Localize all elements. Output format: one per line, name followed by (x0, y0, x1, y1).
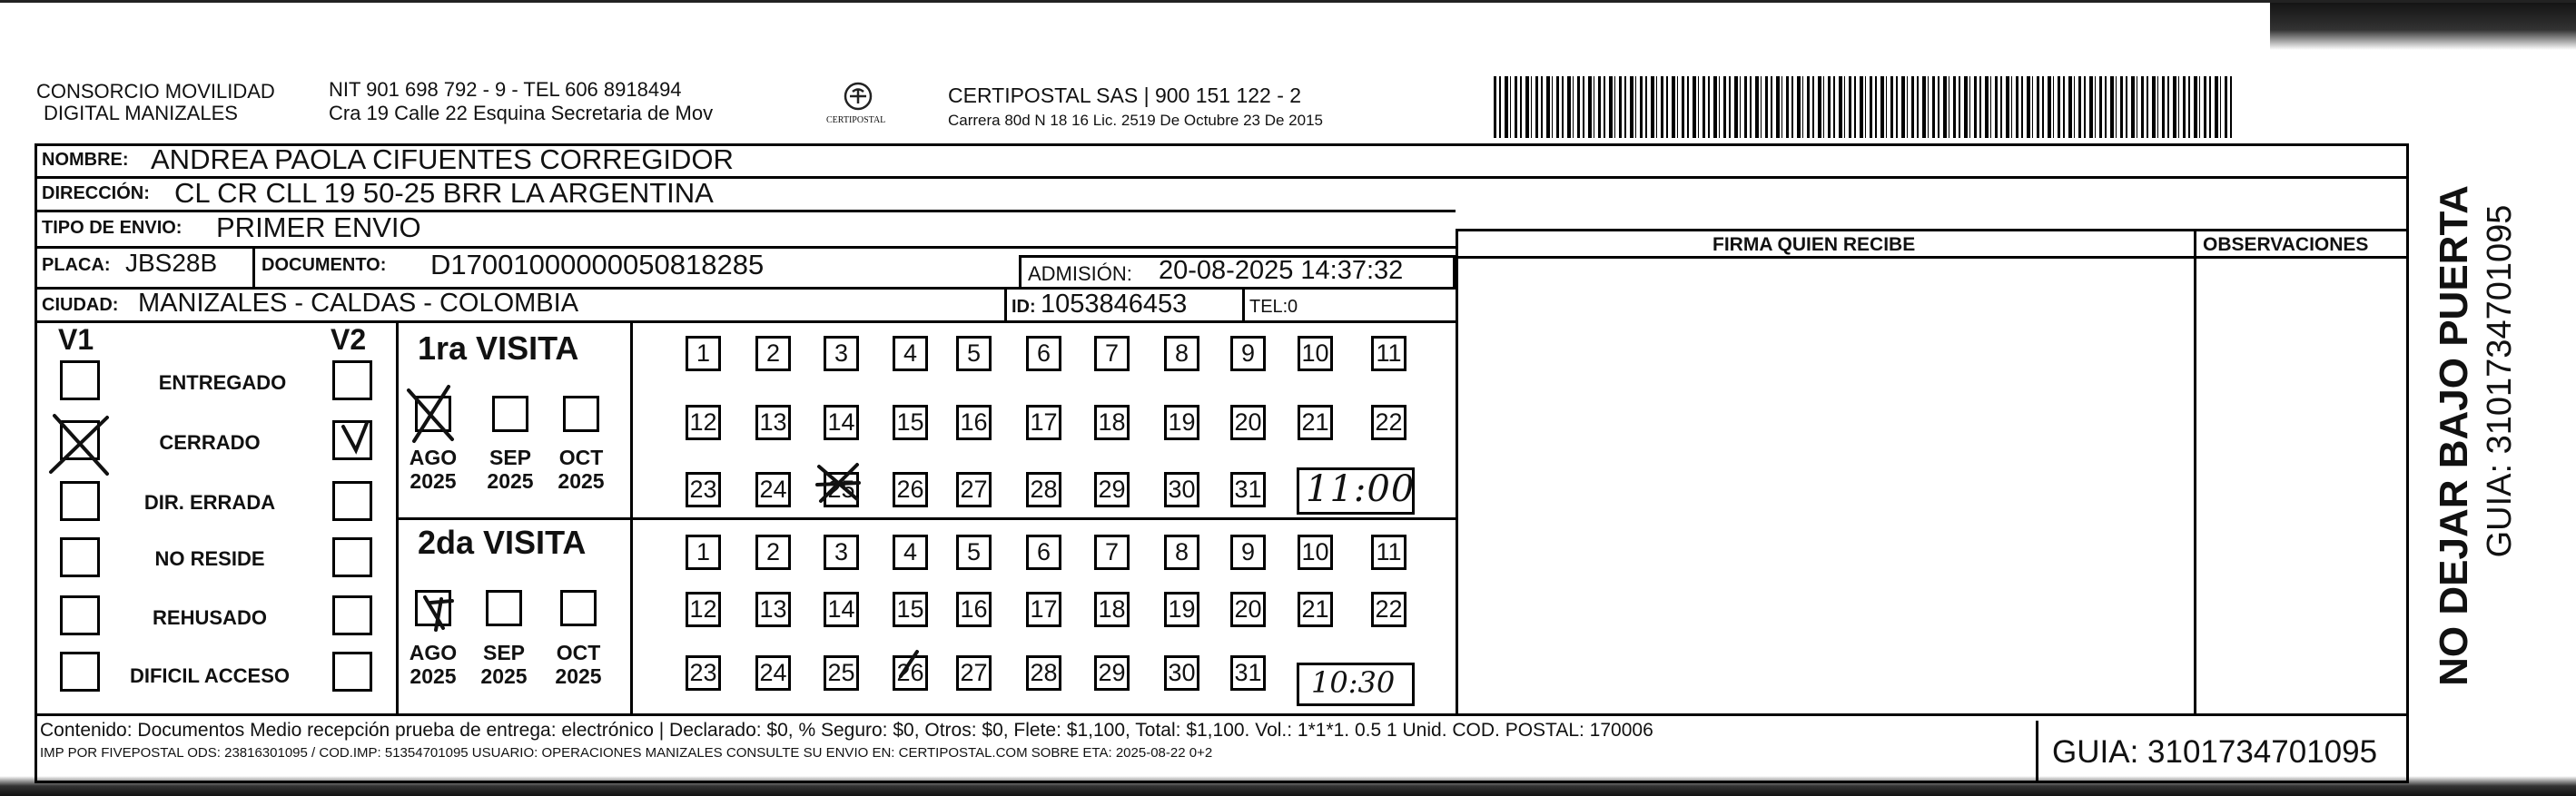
id-label: ID: (1012, 297, 1036, 317)
visita-1-day-box[interactable]: 1 (686, 336, 721, 371)
visita-1-title: 1ra VISITA (418, 329, 579, 367)
consortium-line2: DIGITAL MANIZALES (44, 102, 238, 124)
visita-2-ago-box[interactable] (415, 590, 451, 626)
visita-1-day-box[interactable]: 25 (824, 472, 859, 507)
visita-2-day-box[interactable]: 28 (1026, 655, 1061, 691)
visita-1-ago-box[interactable] (415, 396, 451, 432)
v2-cerrado-checkbox[interactable] (332, 420, 372, 460)
status-entregado: ENTREGADO (158, 371, 287, 394)
visita-2-day-box[interactable]: 22 (1371, 592, 1406, 627)
status-dir-errada: DIR. ERRADA (143, 491, 276, 514)
visita-2-time: 10:30 (1311, 665, 1396, 700)
visita-2-day-box[interactable]: 11 (1371, 535, 1406, 570)
row-line (35, 320, 1456, 323)
ciudad-value: MANIZALES - CALDAS - COLOMBIA (138, 289, 579, 318)
visita-1-day-box[interactable]: 11 (1371, 336, 1406, 371)
nombre-label: NOMBRE: (42, 150, 129, 170)
visita-2-day-box[interactable]: 2 (755, 535, 791, 570)
visita-1-day-box[interactable]: 21 (1298, 405, 1333, 440)
v1-dir-errada-checkbox[interactable] (60, 481, 100, 521)
visita-2-day-box[interactable]: 19 (1164, 592, 1199, 627)
visita-2-day-box[interactable]: 14 (824, 592, 859, 627)
visita-2-day-box[interactable]: 7 (1094, 535, 1130, 570)
ciudad-label: CIUDAD: (42, 295, 119, 315)
v1-no-reside-checkbox[interactable] (60, 537, 100, 577)
visita-2-day-box[interactable]: 20 (1230, 592, 1266, 627)
v2-no-reside-checkbox[interactable] (332, 537, 372, 577)
company-line2: Carrera 80d N 18 16 Lic. 2519 De Octubre 23 De 2015 (948, 112, 1323, 129)
visita-2-day-box[interactable]: 26 (893, 655, 928, 691)
visita-1-time: 11:00 (1306, 468, 1416, 510)
visita-2-day-box[interactable]: 9 (1230, 535, 1266, 570)
visita-1-day-box[interactable]: 27 (956, 472, 992, 507)
direccion-value: CL CR CLL 19 50-25 BRR LA ARGENTINA (174, 177, 714, 209)
consortium-line1: CONSORCIO MOVILIDAD (36, 80, 275, 103)
documento-value: D17001000000050818285 (430, 249, 765, 280)
observaciones-label: OBSERVACIONES (2203, 234, 2369, 255)
v1-entregado-checkbox[interactable] (60, 360, 100, 400)
visita-1-day-box[interactable]: 22 (1371, 405, 1406, 440)
side-no-dejar-bajo-puerta: NO DEJAR BAJO PUERTA (2432, 185, 2476, 686)
visita-2-oct-label: OCT 2025 (555, 641, 602, 689)
scan-top-edge (2270, 0, 2576, 50)
row-line (35, 713, 2409, 716)
v1-cerrado-checkbox[interactable] (60, 420, 100, 460)
direccion-label: DIRECCIÓN: (42, 183, 150, 203)
placa-label: PLACA: (42, 255, 111, 275)
v2-dificil-acceso-checkbox[interactable] (332, 652, 372, 692)
col-line (2036, 721, 2038, 783)
col-line (1004, 287, 1007, 320)
row-line (396, 517, 1456, 520)
visita-1-day-box[interactable]: 15 (893, 405, 928, 440)
visita-2-day-box[interactable]: 24 (755, 655, 791, 691)
visita-1-day-box[interactable]: 24 (755, 472, 791, 507)
visita-1-day-box[interactable]: 9 (1230, 336, 1266, 371)
visita-1-day-box[interactable]: 29 (1094, 472, 1130, 507)
col-line (252, 246, 255, 287)
visita-1-day-box[interactable]: 3 (824, 336, 859, 371)
visita-2-day-box[interactable]: 12 (686, 592, 721, 627)
certipostal-logo (817, 76, 899, 134)
id-value: 1053846453 (1041, 290, 1188, 319)
v1-rehusado-checkbox[interactable] (60, 595, 100, 635)
visita-2-day-box[interactable]: 16 (956, 592, 992, 627)
footer-contenido: Contenido: Documentos Medio recepción prueba de entrega: electrónico | Declarado: $0, % Seguro: $0, Otros: $0, Flete: $1,100, Total: $1,100. Vol.: 1*1*1. 0.5 1 Unid. COD. POSTAL: 170006 (40, 720, 1653, 741)
visita-1-sep-box[interactable] (492, 396, 528, 432)
visita-2-day-box[interactable]: 6 (1026, 535, 1061, 570)
tipo-envio-value: PRIMER ENVIO (216, 211, 421, 243)
visita-1-sep-label: SEP 2025 (487, 446, 534, 494)
placa-value: JBS28B (125, 249, 218, 277)
visita-2-sep-label: SEP 2025 (480, 641, 528, 689)
visita-2-day-box[interactable]: 3 (824, 535, 859, 570)
admision-label: ADMISIÓN: (1028, 262, 1132, 285)
row-line (1456, 229, 2409, 231)
visita-2-day-box[interactable]: 31 (1230, 655, 1266, 691)
visita-1-oct-box[interactable] (563, 396, 599, 432)
visita-1-day-box[interactable]: 28 (1026, 472, 1061, 507)
visita-1-day-box[interactable]: 23 (686, 472, 721, 507)
admision-value: 20-08-2025 14:37:32 (1159, 256, 1404, 285)
status-rehusado: REHUSADO (153, 606, 267, 629)
visita-1-day-box[interactable]: 8 (1164, 336, 1199, 371)
visita-2-day-box[interactable]: 17 (1026, 592, 1061, 627)
nombre-value: ANDREA PAOLA CIFUENTES CORREGIDOR (151, 143, 734, 175)
visita-1-day-box[interactable]: 14 (824, 405, 859, 440)
company-line1: CERTIPOSTAL SAS | 900 151 122 - 2 (948, 84, 1302, 107)
visita-2-day-box[interactable]: 30 (1164, 655, 1199, 691)
visita-1-day-box[interactable]: 7 (1094, 336, 1130, 371)
status-dificil-acceso: DIFICIL ACCESO (129, 664, 290, 687)
visita-2-day-box[interactable]: 15 (893, 592, 928, 627)
visita-2-ago-label: AGO 2025 (409, 641, 458, 689)
firma-label: FIRMA QUIEN RECIBE (1712, 234, 1916, 255)
visita-2-day-box[interactable]: 4 (893, 535, 928, 570)
visita-1-day-box[interactable]: 31 (1230, 472, 1266, 507)
side-guia: GUIA: 3101734701095 (2481, 204, 2519, 558)
col-line (1242, 287, 1245, 320)
visita-1-day-box[interactable]: 26 (893, 472, 928, 507)
visita-1-day-box[interactable]: 16 (956, 405, 992, 440)
visita-1-day-box[interactable]: 18 (1094, 405, 1130, 440)
visita-1-ago-label: AGO 2025 (409, 446, 458, 494)
documento-label: DOCUMENTO: (262, 255, 387, 275)
status-cerrado: CERRADO (159, 431, 261, 454)
v2-label: V2 (331, 323, 367, 356)
visita-2-day-box[interactable]: 13 (755, 592, 791, 627)
tel-value: 0 (1288, 297, 1298, 317)
visita-1-day-box[interactable]: 30 (1164, 472, 1199, 507)
v1-dificil-acceso-checkbox[interactable] (60, 652, 100, 692)
visita-1-day-box[interactable]: 2 (755, 336, 791, 371)
v2-entregado-checkbox[interactable] (332, 360, 372, 400)
visita-1-day-box[interactable]: 20 (1230, 405, 1266, 440)
visita-2-title: 2da VISITA (418, 524, 587, 561)
logo-text: CERTIPOSTAL (826, 115, 886, 125)
visita-2-day-box[interactable]: 5 (956, 535, 992, 570)
footer-guia: GUIA: 3101734701095 (2052, 734, 2378, 770)
nit-line1: NIT 901 698 792 - 9 - TEL 606 8918494 (329, 78, 682, 101)
visita-2-sep-box[interactable] (486, 590, 522, 626)
visita-1-day-box[interactable]: 5 (956, 336, 992, 371)
visita-2-day-box[interactable]: 25 (824, 655, 859, 691)
visita-2-day-box[interactable]: 10 (1298, 535, 1333, 570)
visita-2-oct-box[interactable] (560, 590, 597, 626)
visita-1-day-box[interactable]: 19 (1164, 405, 1199, 440)
v1-label: V1 (58, 323, 94, 356)
scan-top-line (0, 0, 2576, 3)
v2-rehusado-checkbox[interactable] (332, 595, 372, 635)
visita-2-day-box[interactable]: 8 (1164, 535, 1199, 570)
visita-1-day-box[interactable]: 12 (686, 405, 721, 440)
status-no-reside: NO RESIDE (154, 547, 265, 570)
visita-1-day-box[interactable]: 13 (755, 405, 791, 440)
visita-1-day-box[interactable]: 4 (893, 336, 928, 371)
tel-label: TEL: (1249, 297, 1288, 317)
v2-dir-errada-checkbox[interactable] (332, 481, 372, 521)
visita-1-oct-label: OCT 2025 (558, 446, 605, 494)
nit-line2: Cra 19 Calle 22 Esquina Secretaria de Mov (329, 102, 714, 124)
barcode (1494, 76, 2234, 138)
visita-1-day-box[interactable]: 10 (1298, 336, 1333, 371)
observaciones-area[interactable] (2196, 259, 2406, 712)
footer-imp: IMP POR FIVEPOSTAL ODS: 23816301095 / COD.IMP: 51354701095 USUARIO: OPERACIONES MANIZALES CONSULTE SU ENVIO EN: CERTIPOSTAL.COM SOBRE ETA: 2025-08-22 0+2 (40, 745, 1213, 761)
visita-2-day-box[interactable]: 1 (686, 535, 721, 570)
tipo-envio-label: TIPO DE ENVIO: (42, 218, 183, 238)
visita-2-day-box[interactable]: 21 (1298, 592, 1333, 627)
visita-2-day-box[interactable]: 23 (686, 655, 721, 691)
visita-1-day-box[interactable]: 6 (1026, 336, 1061, 371)
visita-2-day-box[interactable]: 29 (1094, 655, 1130, 691)
visita-2-day-box[interactable]: 27 (956, 655, 992, 691)
visita-2-day-box[interactable]: 18 (1094, 592, 1130, 627)
firma-area[interactable] (1458, 259, 2192, 712)
visita-1-day-box[interactable]: 17 (1026, 405, 1061, 440)
